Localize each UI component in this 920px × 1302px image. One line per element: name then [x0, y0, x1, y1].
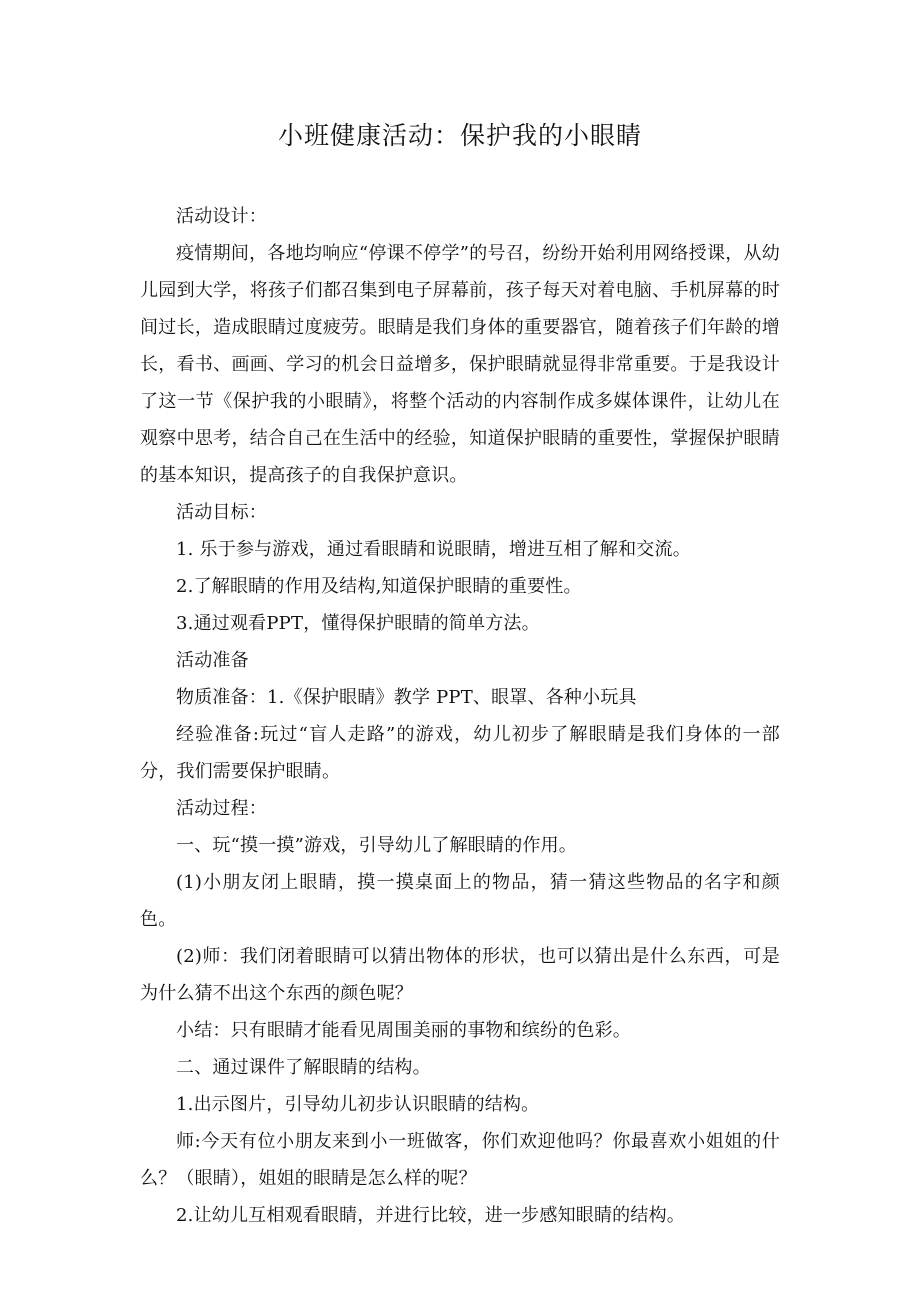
process-step-1-item-1: (1)小朋友闭上眼睛，摸一摸桌面上的物品，猜一猜这些物品的名字和颜色。	[140, 872, 780, 930]
document-body	[140, 198, 780, 1234]
paragraph-design-description: 疫情期间，各地均响应“停课不停学”的号召，纷纷开始利用网络授课，从幼儿园到大学，将孩子们都召集到电子屏幕前，孩子每天对着电脑、手机屏幕的时间过长，造成眼睛过度疲劳。眼睛是我们身体的重要器官，随着孩子们年龄的增长，看书、画画、学习的机会日益增多，保护眼睛就显得非常重要。于是我设计了这一节《保护我的小眼睛》，将整个活动的内容制作成多媒体课件，让幼儿在观察中思考，结合自己在生活中的经验，知道保护眼睛的重要性，掌握保护眼睛的基本知识，提高孩子的自我保护意识。	[140, 243, 780, 486]
process-step-2-teacher-dialogue: 师:今天有位小朋友来到小一班做客，你们欢迎他吗？你最喜欢小姐姐的什么？（眼睛），姐姐的眼睛是怎么样的呢？	[140, 1131, 780, 1189]
process-step-1: 一、玩“摸一摸”游戏，引导幼儿了解眼睛的作用。	[176, 835, 578, 856]
goal-item-2: 2.了解眼睛的作用及结构,知道保护眼睛的重要性。	[176, 576, 582, 597]
process-step-2-item-1: 1.出示图片，引导幼儿初步认识眼睛的结构。	[176, 1094, 540, 1115]
heading-activity-goals: 活动目标：	[176, 502, 267, 523]
material-preparation: 物质准备：1.《保护眼睛》教学 PPT、眼罩、各种小玩具	[176, 687, 637, 708]
heading-activity-preparation: 活动准备	[176, 650, 249, 671]
goal-item-3: 3.通过观看PPT，懂得保护眼睛的简单方法。	[176, 613, 540, 634]
process-step-1-item-2: (2)师：我们闭着眼睛可以猜出物体的形状，也可以猜出是什么东西，可是为什么猜不出这个东西的颜色呢？	[140, 946, 780, 1004]
process-step-2-item-2: 2.让幼儿互相观看眼睛，并进行比较，进一步感知眼睛的结构。	[176, 1205, 685, 1226]
document-title: 小班健康活动：保护我的小眼睛	[277, 121, 642, 150]
process-step-2: 二、通过课件了解眼睛的结构。	[176, 1057, 431, 1078]
heading-activity-process: 活动过程：	[176, 798, 267, 819]
experience-preparation: 经验准备:玩过“盲人走路”的游戏，幼儿初步了解眼睛是我们身体的一部分，我们需要保护眼睛。	[140, 724, 780, 782]
process-step-1-summary: 小结：只有眼睛才能看见周围美丽的事物和缤纷的色彩。	[176, 1020, 631, 1041]
heading-activity-design: 活动设计：	[176, 206, 267, 227]
goal-item-1: 1. 乐于参与游戏，通过看眼睛和说眼睛，增进互相了解和交流。	[176, 539, 691, 560]
